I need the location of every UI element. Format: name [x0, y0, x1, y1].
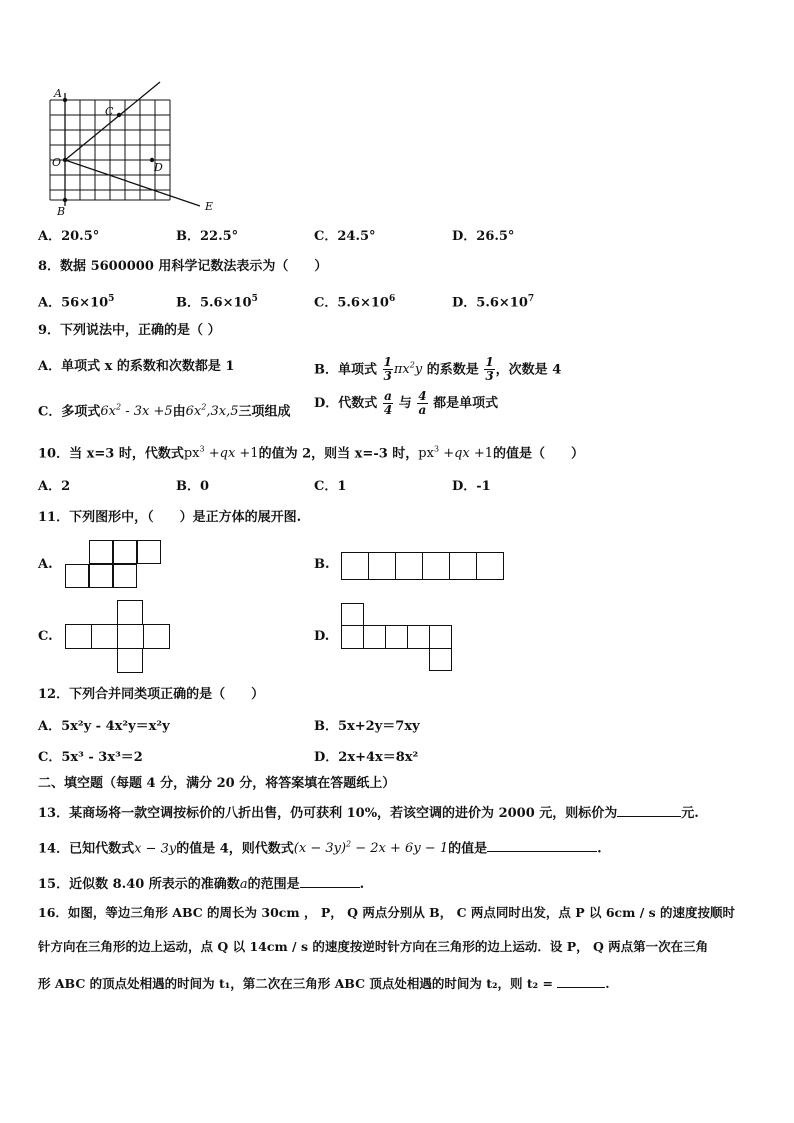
q16-answer-blank[interactable] [557, 973, 605, 988]
q7-option-d[interactable]: D．26.5° [452, 229, 515, 244]
net-a [65, 540, 165, 592]
q16-line-1: 16．如图，等边三角形 ABC 的周长为 30cm ， P， Q 两点分别从 B， C 两点同时出发，点 P 以 6cm / s 的速度按顺时 [38, 905, 736, 920]
q8-option-d[interactable]: D．$5.6\times 10^7$ [452, 294, 535, 311]
q14-answer-blank[interactable] [487, 837, 597, 852]
q12-option-d[interactable]: D．2x+4x＝8x² [314, 750, 419, 765]
q11-option-a-label[interactable]: A. [38, 557, 53, 572]
point-e-label: E [205, 200, 214, 213]
q13-answer-blank[interactable] [617, 802, 681, 817]
q8-option-a[interactable]: A．$56\times 10^5$ [38, 294, 115, 311]
q8-option-c[interactable]: C．$5.6\times 10^6$ [314, 294, 396, 311]
section-title: 二、填空题（每题 4 分，满分 20 分，将答案填在答题纸上） [38, 776, 396, 791]
point-b-label: B [57, 205, 66, 218]
q9-option-a[interactable]: A．单项式 x 的系数和次数都是 1 [38, 359, 235, 374]
net-d [341, 603, 456, 673]
q14-text: 14．已知代数式x − 3y的值是 4，则代数式$(x - 3y)^2 - 2x + 6y - 1$的值是 . [38, 836, 602, 858]
q12-option-a[interactable]: A．5x²y - 4x²y＝x²y [38, 719, 170, 734]
q13-text: 13．某商场将一款空调按标价的八折出售，仍可获利 10%，若该空调的进价为 2000 元，则标价为 元. [38, 802, 699, 823]
q8-option-b[interactable]: B．$5.6\times 10^5$ [176, 294, 258, 311]
q16-line-3: 形 ABC 的顶点处相遇的时间为 t₁，第二次在三角形 ABC 顶点处相遇的时间为 t₂，则 t₂ = . [38, 973, 610, 993]
q9-option-d[interactable]: D．代数式 $\frac{a}{4}$ 与 $\frac{4}{a}$ 都是单项式 [314, 389, 499, 417]
q9-option-c[interactable]: C．多项式$6x^2 - 3x +5$由$6x^2,3x,5$三项组成 [38, 403, 291, 420]
q7-option-b[interactable]: B．22.5° [176, 229, 239, 244]
grid-angle-figure [38, 78, 228, 223]
net-b [341, 552, 511, 582]
q10-option-a[interactable]: A．2 [38, 479, 71, 494]
q10-stem: 10．当 x=3 时，代数式$px^3 +qx +1$的值为 2，则当 x=-3 时，$px^3 +qx +1$的值是（ ） [38, 445, 585, 462]
q10-option-d[interactable]: D．-1 [452, 479, 491, 494]
q12-option-c[interactable]: C．5x³ - 3x³＝2 [38, 750, 143, 765]
q15-text: 15．近似数 8.40 所表示的准确数a的范围是 . [38, 873, 364, 894]
q12-option-b[interactable]: B．5x+2y＝7xy [314, 719, 420, 734]
q11-stem: 11．下列图形中，（ ）是正方体的展开图. [38, 510, 302, 525]
q12-stem: 12．下列合并同类项正确的是（ ） [38, 687, 265, 702]
q11-option-b-label[interactable]: B. [314, 557, 330, 572]
point-c-label: C [105, 105, 114, 118]
q9-stem: 9．下列说法中，正确的是（ ） [38, 323, 221, 338]
q9-option-b[interactable]: B．单项式 $\frac{1}{3}$ $\pi x^2y$ 的系数是 $\frac{1}{3}$ ，次数是 4 [314, 355, 562, 384]
q7-option-c[interactable]: C．24.5° [314, 229, 376, 244]
q11-option-c-label[interactable]: C. [38, 629, 53, 644]
q16-line-2: 针方向在三角形的边上运动，点 Q 以 14cm / s 的速度按逆时针方向在三角形的边上运动．设 P， Q 两点第一次在三角 [38, 939, 709, 954]
q15-answer-blank[interactable] [300, 873, 360, 888]
net-c [65, 600, 175, 675]
q7-option-a[interactable]: A．20.5° [38, 229, 100, 244]
point-o-label: O [52, 156, 62, 169]
q10-option-b[interactable]: B．0 [176, 479, 210, 494]
q8-stem: 8．数据 5600000 用科学记数法表示为（ ） [38, 259, 328, 274]
point-a-label: A [54, 87, 62, 100]
q11-option-d-label[interactable]: D. [314, 629, 330, 644]
point-d-label: D [154, 161, 163, 174]
q10-option-c[interactable]: C．1 [314, 479, 347, 494]
